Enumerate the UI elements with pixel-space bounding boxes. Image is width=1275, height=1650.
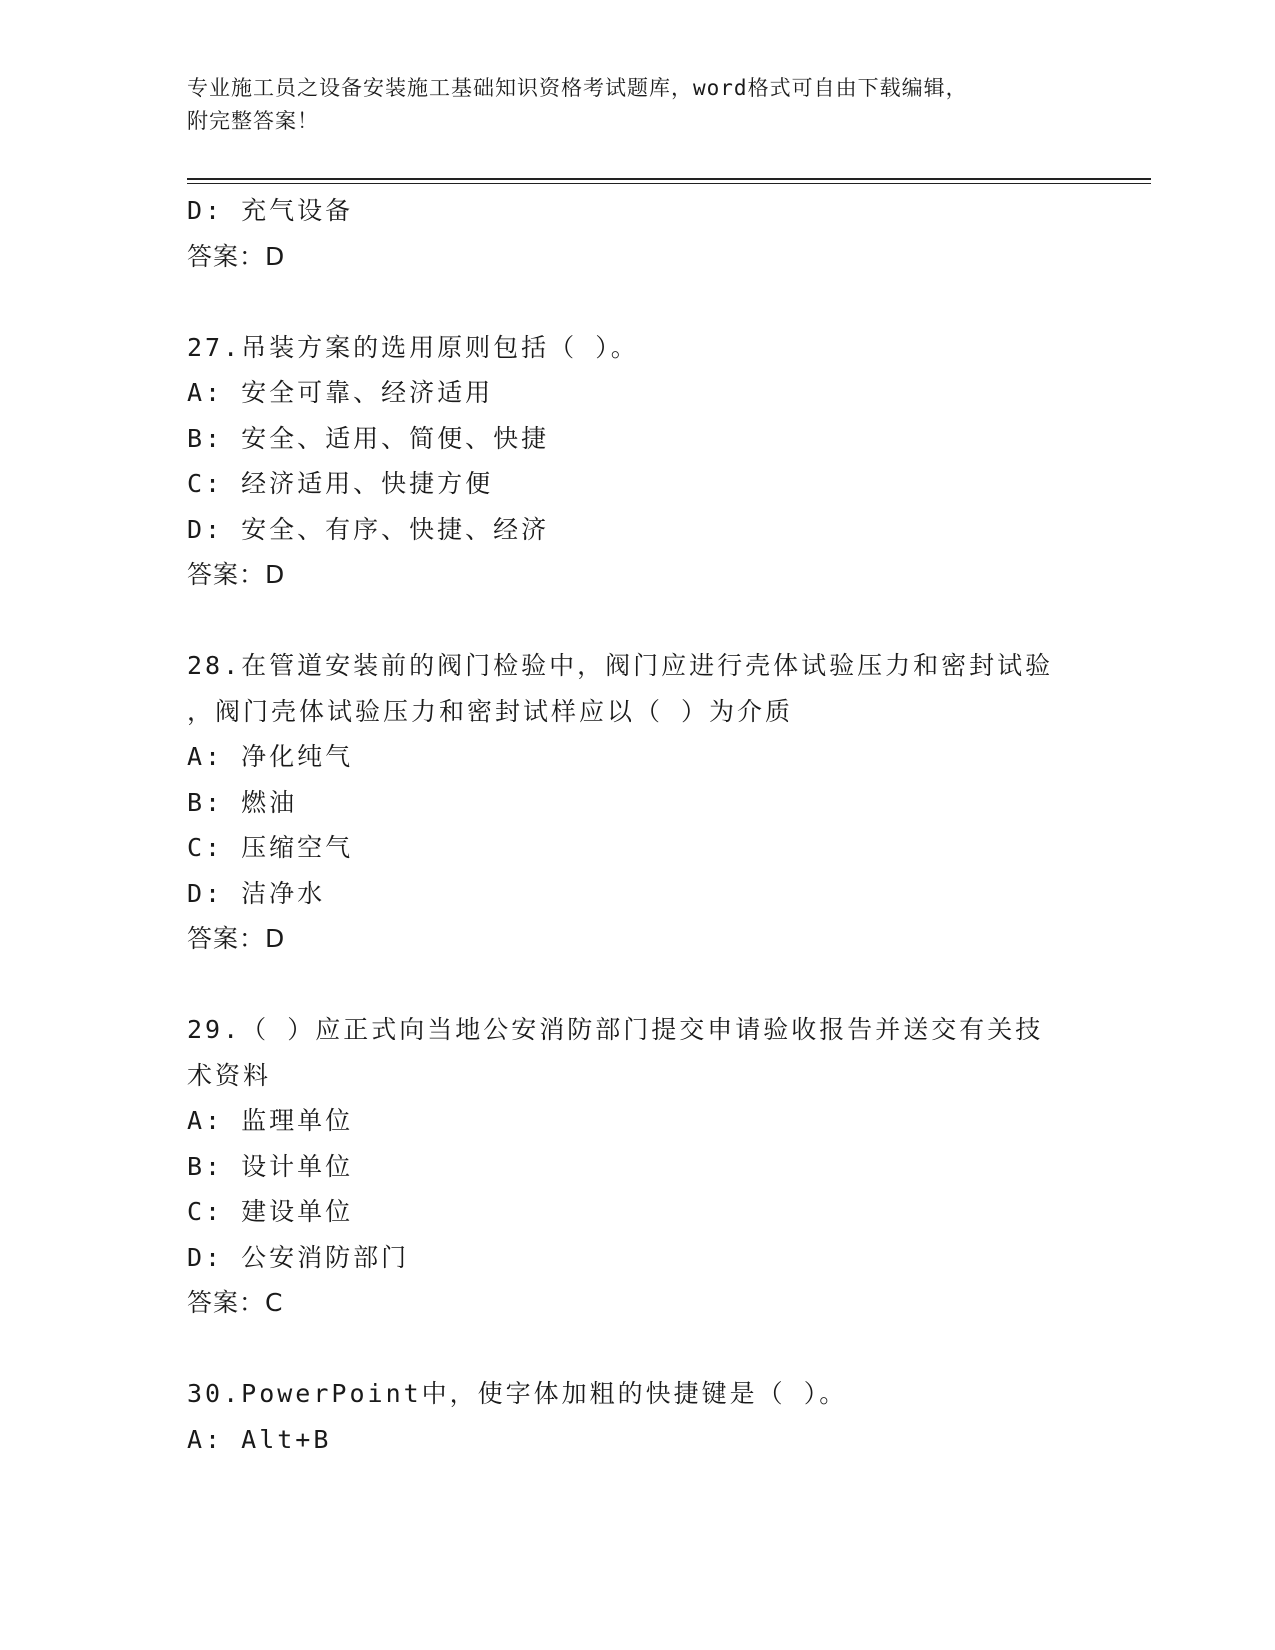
question-block: [187, 1371, 1087, 1462]
option-d: D: 洁净水: [187, 878, 326, 908]
option-a: A: 监理单位: [187, 1106, 354, 1135]
question-text: 30.PowerPoint中，使字体加粗的快捷键是（ ）。: [187, 1379, 848, 1408]
spacer: [187, 962, 1087, 1008]
option-b: B: 安全、适用、简便、快捷: [187, 423, 550, 453]
question-text: 29.（ ）应正式向当地公安消防部门提交申请验收报告并送交有关技: [187, 1015, 1044, 1044]
answer-line: 答案：D: [187, 241, 286, 271]
question-block: [187, 643, 1087, 962]
question-block: [187, 1007, 1087, 1326]
answer-line: 答案：C: [187, 1288, 284, 1317]
question-text: 28.在管道安装前的阀门检验中，阀门应进行壳体试验压力和密封试验: [187, 651, 1054, 680]
option-d: D: 公安消防部门: [187, 1242, 410, 1272]
question-text-continued: 术资料: [187, 1060, 272, 1090]
question-content: [187, 188, 1087, 1462]
option-c: C: 压缩空气: [187, 833, 354, 862]
option-c: C: 经济适用、快捷方便: [187, 469, 494, 498]
spacer: [187, 1326, 1087, 1372]
option-a: A: 安全可靠、经济适用: [187, 378, 494, 407]
question-block: [187, 325, 1087, 598]
option-a: A: Alt+B: [187, 1424, 332, 1454]
answer-line: 答案：D: [187, 560, 286, 589]
spacer: [187, 598, 1087, 644]
answer-line: 答案：D: [187, 924, 286, 953]
header-line-1: 专业施工员之设备安装施工基础知识资格考试题库，word格式可自由下载编辑，: [187, 76, 968, 100]
option-c: C: 建设单位: [187, 1197, 354, 1226]
option-b: B: 设计单位: [187, 1151, 354, 1181]
header-line-2: 附完整答案！: [187, 109, 319, 133]
option-a: A: 净化纯气: [187, 742, 354, 771]
spacer: [187, 279, 1087, 325]
question-text-continued: ，阀门壳体试验压力和密封试样应以（ ）为介质: [187, 696, 794, 726]
option-b: B: 燃油: [187, 787, 298, 817]
option-d: D: 安全、有序、快捷、经济: [187, 514, 550, 544]
option-d: D: 充气设备: [187, 196, 354, 225]
question-text: 27.吊装方案的选用原则包括（ ）。: [187, 332, 639, 362]
header-divider-thick: [187, 178, 1151, 180]
document-header: [187, 72, 1067, 138]
header-divider-thin: [187, 183, 1151, 184]
